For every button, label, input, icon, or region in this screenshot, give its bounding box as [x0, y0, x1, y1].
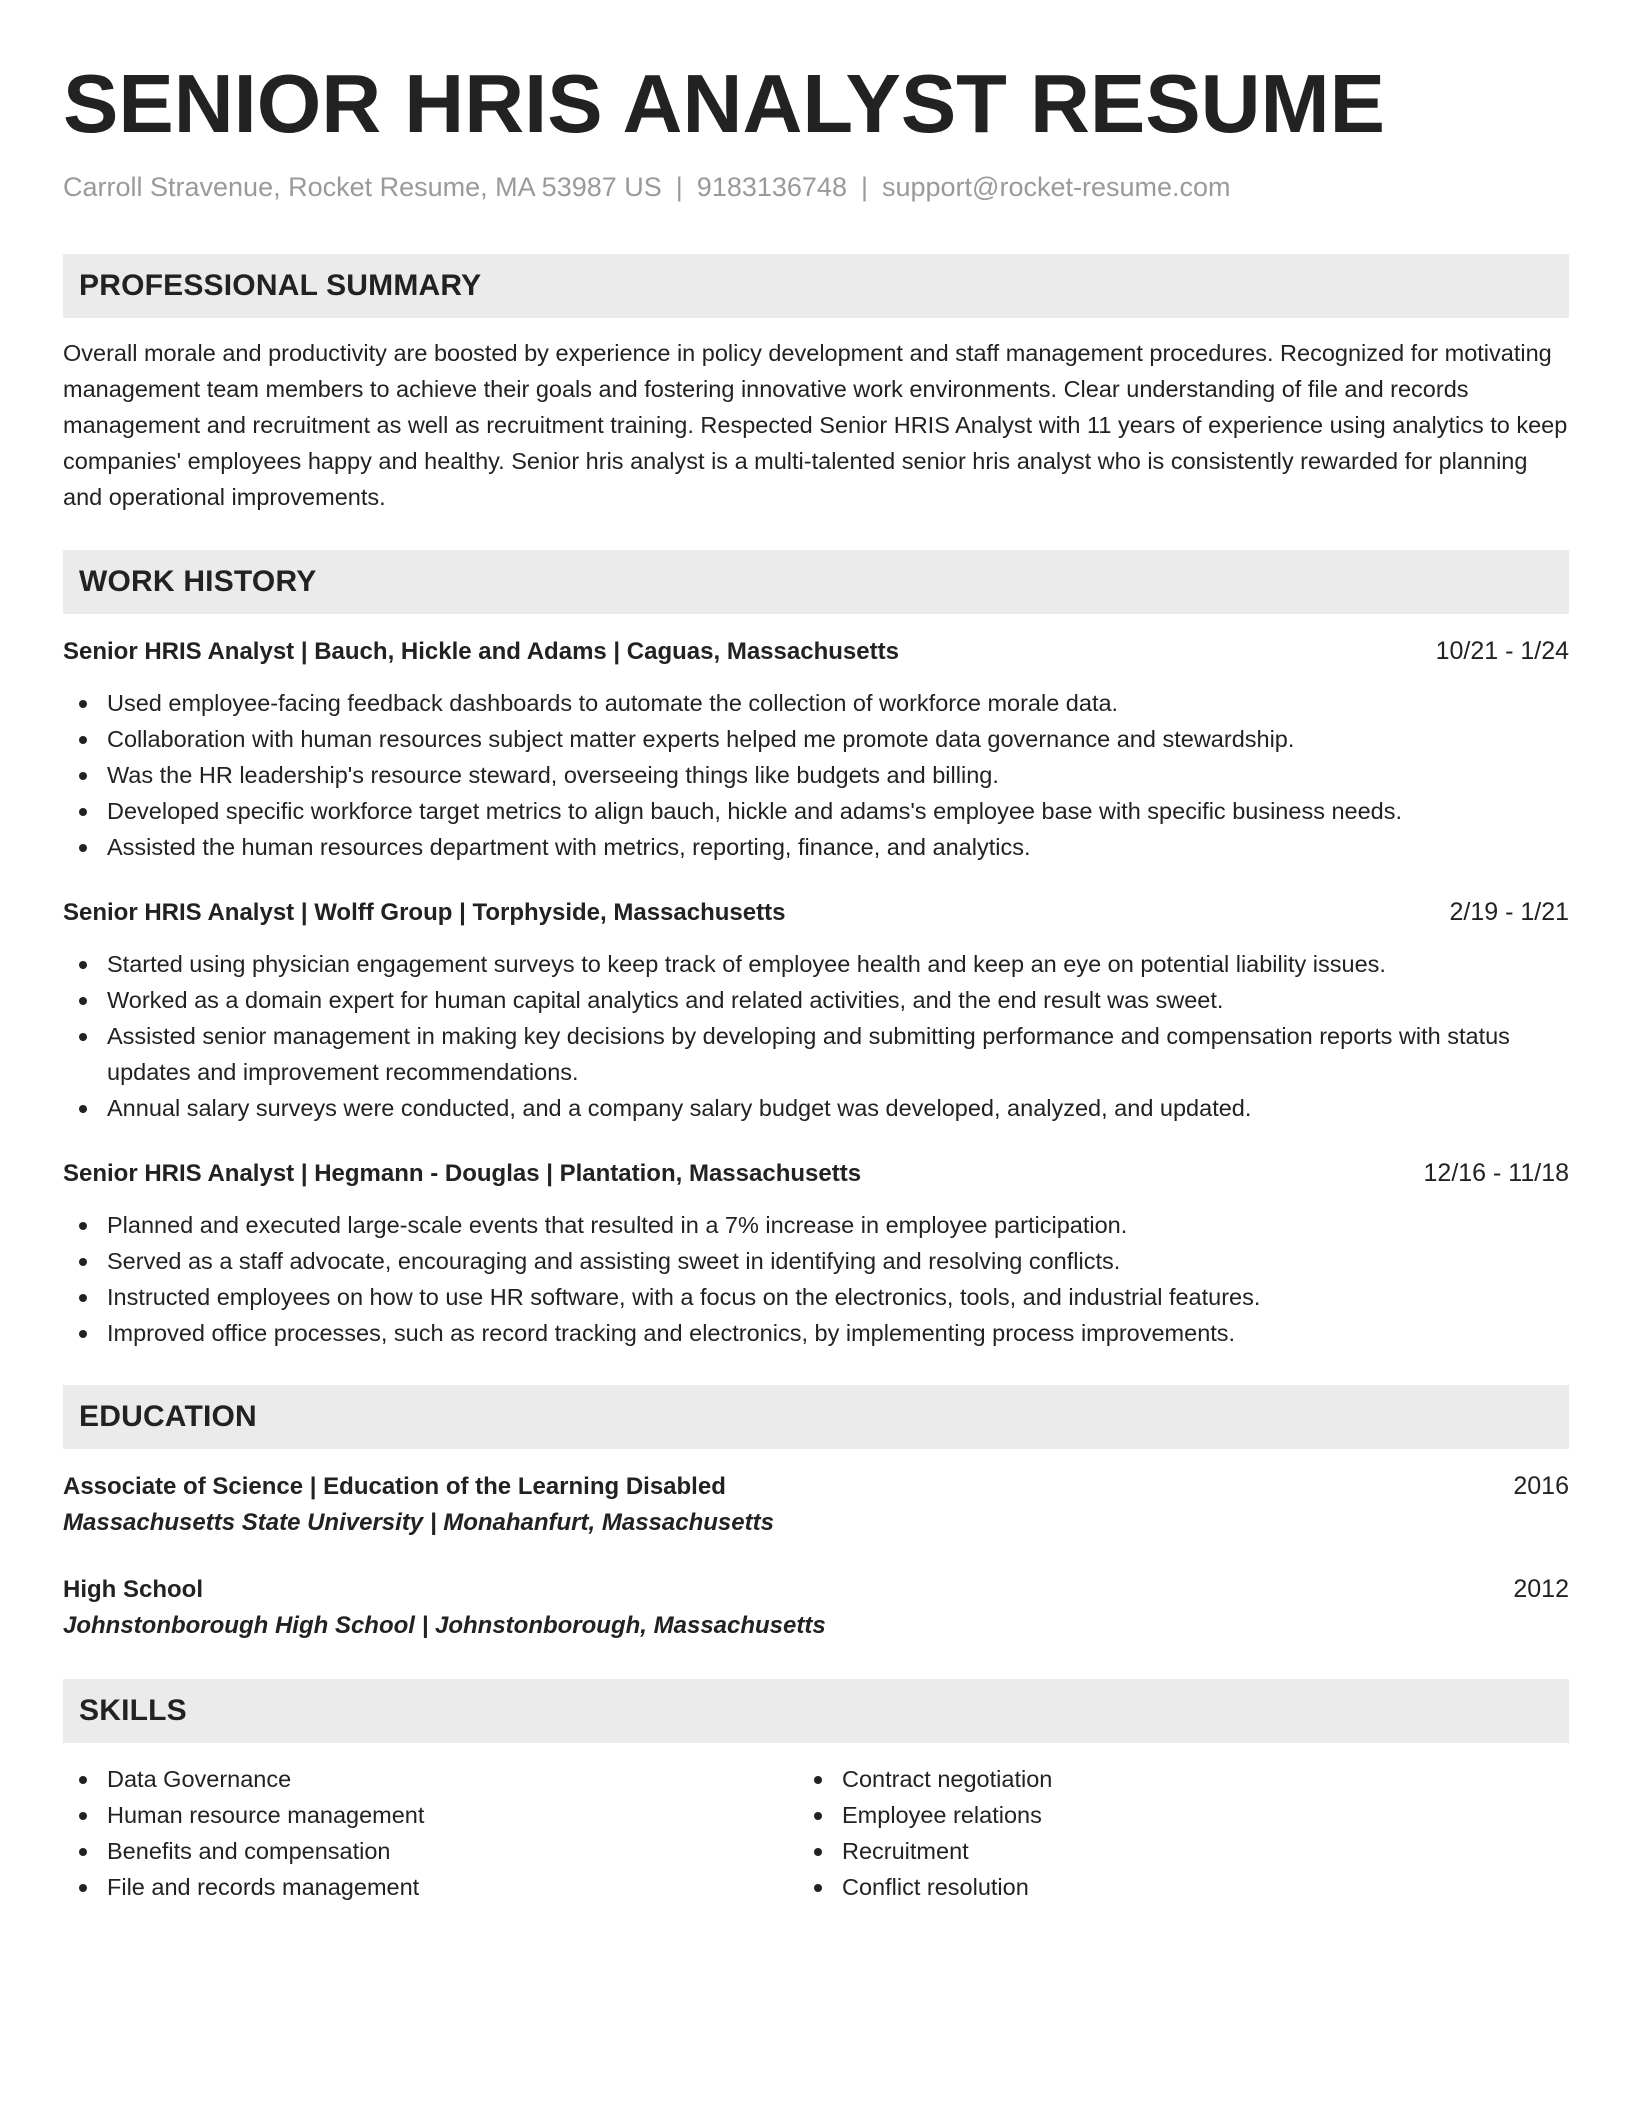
education-header: [63, 1572, 1569, 1607]
skills-columns: [63, 1761, 1569, 1905]
education-school: Johnstonborough High School | Johnstonborough, Massachusetts: [63, 1612, 826, 1639]
skill-item: Benefits and compensation: [63, 1833, 798, 1869]
contact-separator: |: [860, 172, 868, 202]
job-bullets: [63, 946, 1569, 1126]
job-dates: 2/19 - 1/21: [1449, 898, 1569, 926]
education-entry: [63, 1572, 1569, 1645]
section-heading-skills: SKILLS: [63, 1679, 1569, 1743]
education-school: Massachusetts State University | Monahanfurt, Massachusetts: [63, 1509, 774, 1536]
job-bullet: Developed specific workforce target metrics to align bauch, hickle and adams's employee base with specific business needs.: [63, 793, 1569, 829]
skills-list-left: [63, 1761, 798, 1905]
job-bullet: Served as a staff advocate, encouraging and assisting sweet in identifying and resolving conflicts.: [63, 1243, 1569, 1279]
education-year: 2012: [1513, 1575, 1569, 1603]
skill-item: Contract negotiation: [798, 1761, 1533, 1797]
education-entry: [63, 1469, 1569, 1542]
contact-separator: |: [675, 172, 683, 202]
job-bullet: Collaboration with human resources subject matter experts helped me promote data governance and stewardship.: [63, 721, 1569, 757]
section-heading-education: EDUCATION: [63, 1385, 1569, 1449]
contact-phone: 9183136748: [696, 172, 847, 202]
skill-item: Employee relations: [798, 1797, 1533, 1833]
skill-item: Human resource management: [63, 1797, 798, 1833]
section-heading-summary: PROFESSIONAL SUMMARY: [63, 254, 1569, 318]
job-bullet: Started using physician engagement surveys to keep track of employee health and keep an eye on potential liability issues.: [63, 946, 1569, 982]
skills-list-right: [798, 1761, 1533, 1905]
contact-address: Carroll Stravenue, Rocket Resume, MA 53987 US: [63, 172, 662, 202]
job-title: Senior HRIS Analyst | Wolff Group | Torphyside, Massachusetts: [63, 899, 786, 926]
education-degree: High School: [63, 1576, 203, 1603]
job-bullet: Improved office processes, such as record tracking and electronics, by implementing process improvements.: [63, 1315, 1569, 1351]
job-bullets: [63, 685, 1569, 865]
job-title: Senior HRIS Analyst | Hegmann - Douglas | Plantation, Massachusetts: [63, 1160, 862, 1187]
job-bullets: [63, 1207, 1569, 1351]
resume-title: SENIOR HRIS ANALYST RESUME: [63, 57, 1386, 150]
skill-item: Conflict resolution: [798, 1869, 1533, 1905]
education-year: 2016: [1513, 1472, 1569, 1500]
job-bullet: Assisted senior management in making key decisions by developing and submitting performance and compensation reports with status updates and improvement recommendations.: [63, 1018, 1569, 1090]
job-bullet: Planned and executed large-scale events that resulted in a 7% increase in employee participation.: [63, 1207, 1569, 1243]
job-header: [63, 1156, 1569, 1191]
job-bullet: Used employee-facing feedback dashboards to automate the collection of workforce morale data.: [63, 685, 1569, 721]
job-entry: [63, 895, 1569, 1126]
job-entry: [63, 634, 1569, 865]
contact-line: [63, 170, 1569, 204]
job-bullet: Annual salary surveys were conducted, and a company salary budget was developed, analyzed, and updated.: [63, 1090, 1569, 1126]
contact-email: support@rocket-resume.com: [881, 172, 1231, 202]
skill-item: Data Governance: [63, 1761, 798, 1797]
education-header: [63, 1469, 1569, 1504]
job-header: [63, 895, 1569, 930]
job-header: [63, 634, 1569, 669]
job-title: Senior HRIS Analyst | Bauch, Hickle and Adams | Caguas, Massachusetts: [63, 638, 899, 665]
section-heading-work-history: WORK HISTORY: [63, 550, 1569, 614]
skill-item: Recruitment: [798, 1833, 1533, 1869]
job-dates: 10/21 - 1/24: [1435, 637, 1569, 665]
job-bullet: Was the HR leadership's resource steward, overseeing things like budgets and billing.: [63, 757, 1569, 793]
skill-item: File and records management: [63, 1869, 798, 1905]
job-dates: 12/16 - 11/18: [1423, 1159, 1569, 1187]
summary-text: Overall morale and productivity are boosted by experience in policy development and staff management procedures. Recognized for motivating management team members to achieve their goals and fostering innovative work environments. Clear understanding of file and records management and recruitment as well as recruitment training. Respected Senior HRIS Analyst with 11 years of experience using analytics to keep companies' employees happy and healthy. Senior hris analyst is a multi-talented senior hris analyst who is consistently rewarded for planning and operational improvements.: [63, 340, 1568, 510]
job-entry: [63, 1156, 1569, 1351]
education-degree: Associate of Science | Education of the Learning Disabled: [63, 1473, 726, 1500]
job-bullet: Worked as a domain expert for human capital analytics and related activities, and the end result was sweet.: [63, 982, 1569, 1018]
job-bullet: Assisted the human resources department with metrics, reporting, finance, and analytics.: [63, 829, 1569, 865]
job-bullet: Instructed employees on how to use HR software, with a focus on the electronics, tools, and industrial features.: [63, 1279, 1569, 1315]
